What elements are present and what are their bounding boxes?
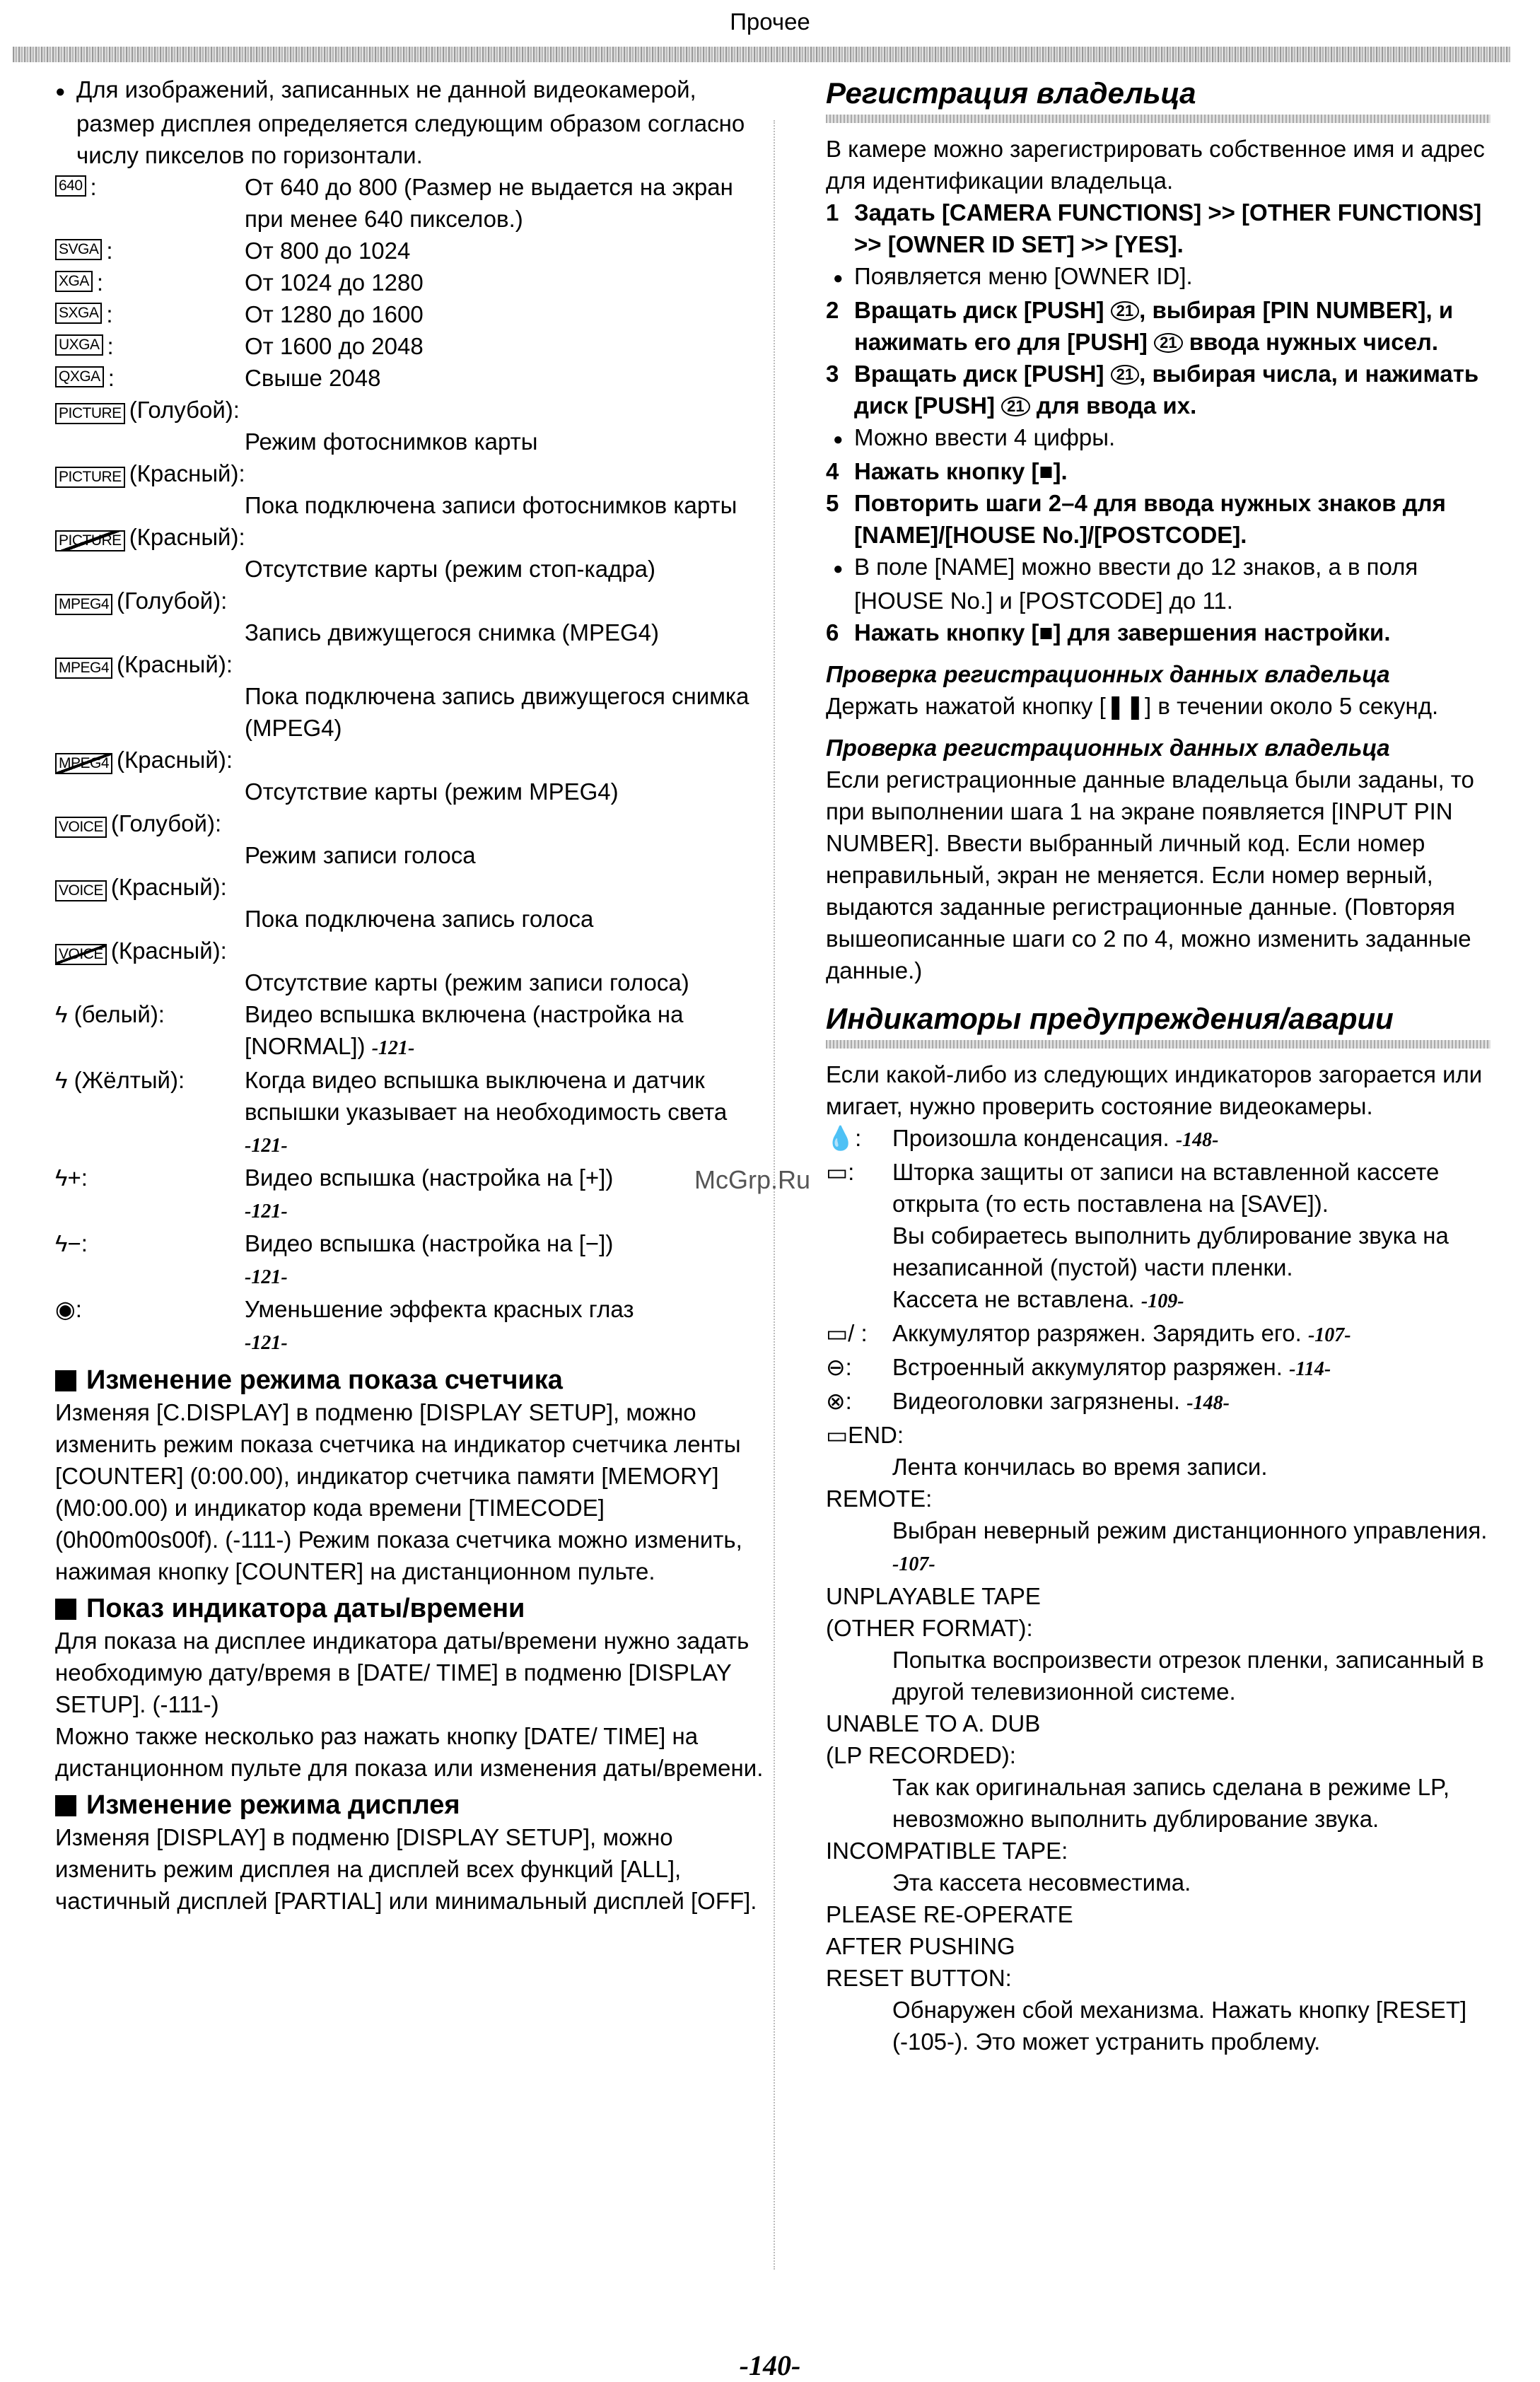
header-rule — [13, 47, 1510, 62]
red-eye-icon: ◉: — [55, 1296, 82, 1322]
mpeg4-crossed-icon: MPEG4 — [55, 753, 112, 774]
picture-icon: PICTURE — [55, 467, 125, 488]
mode-item: VOICE (Красный): Отсутствие карты (режим записи голоса) — [55, 935, 769, 998]
cassette-icon: ▭: — [826, 1159, 855, 1185]
picture-crossed-icon: PICTURE — [55, 530, 125, 551]
voice-crossed-icon: VOICE — [55, 944, 107, 965]
flash-item: ϟ (Жёлтый): Когда видео вспышка выключена и датчик вспышки указывает на необходимость света -121- — [55, 1064, 769, 1162]
message-item: UNABLE TO A. DUB (LP RECORDED): Так как оригинальная запись сделана в режиме LP, невозможно выполнить дублирование звука. — [826, 1710, 1450, 1832]
picture-icon: PICTURE — [55, 403, 125, 424]
heading-rule — [826, 1040, 1491, 1049]
square-bullet-icon — [55, 1599, 76, 1620]
mpeg4-icon: MPEG4 — [55, 594, 112, 615]
mpeg4-icon: MPEG4 — [55, 658, 112, 679]
flash-item: ϟ−: Видео вспышка (настройка на [−]) -121- — [55, 1227, 769, 1293]
warning-item: ▭: Шторка защиты от записи на вставленной кассете открыта (то есть поставлена на [SAVE]). Вы собираетесь выполнить дублирование звука на незаписанной (пустой) части пленки. Кассета не вставлена. -109- — [826, 1156, 1491, 1317]
heading-rule — [826, 115, 1491, 123]
section-heading: Показ индикатора даты/времени — [55, 1593, 769, 1625]
builtin-battery-icon: ⊖: — [826, 1354, 852, 1380]
voice-icon: VOICE — [55, 880, 107, 901]
step-item: 5 Повторить шаги 2–4 для ввода нужных знаков для [NAME]/[HOUSE No.]/[POSTCODE]. — [826, 490, 1446, 548]
res-640-icon: 640 — [55, 175, 86, 197]
resolution-row: QXGA : Свыше 2048 — [55, 362, 769, 394]
mode-item: VOICE (Красный): Пока подключена запись голоса — [55, 871, 769, 935]
battery-empty-icon: ▭/ : — [826, 1320, 868, 1346]
step-item: 4 Нажать кнопку [■]. — [826, 458, 1068, 484]
warning-item: ▭/ : Аккумулятор разряжен. Зарядить его. -107- — [826, 1317, 1491, 1351]
flash-icon: ϟ (белый): — [55, 1001, 165, 1027]
flash-item: ϟ (белый): Видео вспышка включена (настройка на [NORMAL]) -121- — [55, 998, 769, 1064]
right-column — [826, 74, 1491, 2057]
dial-ref-icon: 21 — [1001, 397, 1029, 416]
voice-icon: VOICE — [55, 817, 107, 838]
check-body: Держать нажатой кнопку [❚❚] в течении около 5 секунд. — [826, 693, 1439, 719]
message-item: INCOMPATIBLE TAPE: Эта кассета несовместима. — [826, 1838, 1191, 1896]
res-svga-icon: SVGA — [55, 239, 102, 260]
mode-item: MPEG4 (Голубой): Запись движущегося снимка (MPEG4) — [55, 585, 769, 648]
resolution-row: 640 : От 640 до 800 (Размер не выдается на экран при менее 640 пикселов.) — [55, 171, 769, 235]
resolution-row: XGA : От 1024 до 1280 — [55, 267, 769, 298]
mode-item: VOICE (Голубой): Режим записи голоса — [55, 807, 769, 871]
section-body: Можно также несколько раз нажать кнопку [DATE/ TIME] на дистанционном пульте для показа или изменения даты/времени. — [55, 1723, 764, 1781]
warning-heading: Индикаторы предупреждения/аварии — [826, 1002, 1394, 1035]
mode-item: MPEG4 (Красный): Отсутствие карты (режим MPEG4) — [55, 744, 769, 807]
warning-item: 💧: Произошла конденсация. -148- — [826, 1122, 1491, 1156]
step-item: 3 Вращать диск [PUSH] 21 , выбирая числа, и нажимать диск [PUSH] 21 для ввода их. — [826, 361, 1479, 419]
dirty-heads-icon: ⊗: — [826, 1388, 852, 1414]
owner-intro: В камере можно зарегистрировать собственное имя и адрес для идентификации владельца. — [826, 136, 1485, 194]
mode-item: PICTURE (Красный): Пока подключена записи фотоснимков карты — [55, 457, 769, 521]
res-uxga-icon: UXGA — [55, 334, 103, 356]
section-body: Изменяя [C.DISPLAY] в подменю [DISPLAY SETUP], можно изменить режим показа счетчика на индикатор счетчика ленты [COUNTER] (0:00.00), индикатор счетчика памяти [MEMORY] (M0:00.00) и индикатор кода времени [TIMECODE] (0h00m00s00f). (-111-) Режим показа счетчика можно изменить, нажимая кнопку [COUNTER] на дистанционном пульте. — [55, 1399, 742, 1584]
dial-ref-icon: 21 — [1111, 301, 1139, 321]
res-qxga-icon: QXGA — [55, 366, 104, 387]
step-item: 1 Задать [CAMERA FUNCTIONS] >> [OTHER FUNCTIONS] >> [OWNER ID SET] >> [YES]. — [826, 199, 1482, 257]
flash-minus-icon: ϟ−: — [55, 1230, 88, 1256]
section-heading: Изменение режима показа счетчика — [55, 1365, 769, 1396]
mode-item: PICTURE (Красный): Отсутствие карты (режим стоп-кадра) — [55, 521, 769, 585]
resolution-row: SXGA : От 1280 до 1600 — [55, 298, 769, 330]
square-bullet-icon — [55, 1370, 76, 1391]
res-xga-icon: XGA — [55, 271, 93, 292]
mode-item: PICTURE (Голубой): Режим фотоснимков карты — [55, 394, 769, 457]
flash-item: ϟ+: Видео вспышка (настройка на [+]) -121- — [55, 1162, 769, 1227]
check-heading: Проверка регистрационных данных владельца — [826, 735, 1390, 761]
flash-icon: ϟ (Жёлтый): — [55, 1067, 185, 1093]
owner-heading: Регистрация владельца — [826, 76, 1196, 110]
watermark: McGrp.Ru — [694, 1165, 811, 1194]
warning-item: ⊖: Встроенный аккумулятор разряжен. -114- — [826, 1351, 1491, 1385]
message-item: REMOTE: Выбран неверный режим дистанционного управления. -107- — [826, 1485, 1488, 1575]
page-number: -140- — [739, 2349, 801, 2381]
intro-paragraph: ● Для изображений, записанных не данной видеокамерой, размер дисплея определяется следующим образом согласно числу пикселов по горизонтали. — [55, 74, 769, 171]
section-heading: Изменение режима дисплея — [55, 1790, 769, 1821]
section-body: Для показа на дисплее индикатора даты/времени нужно задать необходимую дату/время в [DATE/ TIME] в подменю [DISPLAY SETUP]. (-111-) — [55, 1628, 749, 1717]
step-item: 2 Вращать диск [PUSH] 21 , выбирая [PIN NUMBER], и нажимать его для [PUSH] 21 ввода нужных чисел. — [826, 297, 1454, 355]
dial-ref-icon: 21 — [1111, 365, 1139, 385]
message-item: PLEASE RE-OPERATE AFTER PUSHING RESET BUTTON: Обнаружен сбой механизма. Нажать кнопку [RESET] (-105-). Это может устранить проблему. — [826, 1901, 1467, 2055]
message-item: UNPLAYABLE TAPE (OTHER FORMAT): Попытка воспроизвести отрезок пленки, записанный в другой телевизионной системе. — [826, 1583, 1484, 1705]
step-item: 6 Нажать кнопку [■] для завершения настройки. — [826, 619, 1391, 646]
square-bullet-icon — [55, 1795, 76, 1816]
dial-ref-icon: 21 — [1154, 333, 1182, 353]
section-header: Прочее — [730, 8, 810, 35]
step-note: ● Появляется меню [OWNER ID]. — [826, 260, 1491, 294]
section-body: Изменяя [DISPLAY] в подменю [DISPLAY SETUP], можно изменить режим дисплея на дисплей всех функций [ALL], частичный дисплей [PARTIAL] или минимальный дисплей [OFF]. — [55, 1824, 757, 1914]
tape-end-label: ▭END: — [826, 1422, 904, 1448]
flash-plus-icon: ϟ+: — [55, 1164, 88, 1191]
check-body: Если регистрационные данные владельца были заданы, то при выполнении шага 1 на экране появляется [INPUT PIN NUMBER]. Ввести выбранный личный код. Если номер неправильный, экран не меняется. Если номер верный, выдаются заданные регистрационные данные. (Повторяя вышеописанные шаги со 2 по 4, можно изменить заданные данные.) — [826, 766, 1474, 983]
warning-intro: Если какой-либо из следующих индикаторов загорается или мигает, нужно проверить состояние видеокамеры. — [826, 1061, 1483, 1119]
flash-item: ◉: Уменьшение эффекта красных глаз -121- — [55, 1293, 769, 1359]
resolution-row: SVGA : От 800 до 1024 — [55, 235, 769, 267]
step-note: ● В поле [NAME] можно ввести до 12 знаков, а в поля [HOUSE No.] и [POSTCODE] до 11. — [826, 551, 1491, 617]
column-divider — [774, 120, 775, 2270]
res-sxga-icon: SXGA — [55, 303, 102, 324]
condensation-icon: 💧: — [826, 1125, 862, 1151]
warning-item: ⊗: Видеоголовки загрязнены. -148- — [826, 1385, 1491, 1419]
step-note: ● Можно ввести 4 цифры. — [826, 421, 1491, 455]
resolution-row: UXGA : От 1600 до 2048 — [55, 330, 769, 362]
check-heading: Проверка регистрационных данных владельца — [826, 661, 1390, 687]
mode-item: MPEG4 (Красный): Пока подключена запись движущегося снимка (MPEG4) — [55, 648, 769, 744]
message-item: ▭END: Лента кончилась во время записи. — [826, 1419, 1491, 1483]
left-column — [55, 74, 769, 1917]
